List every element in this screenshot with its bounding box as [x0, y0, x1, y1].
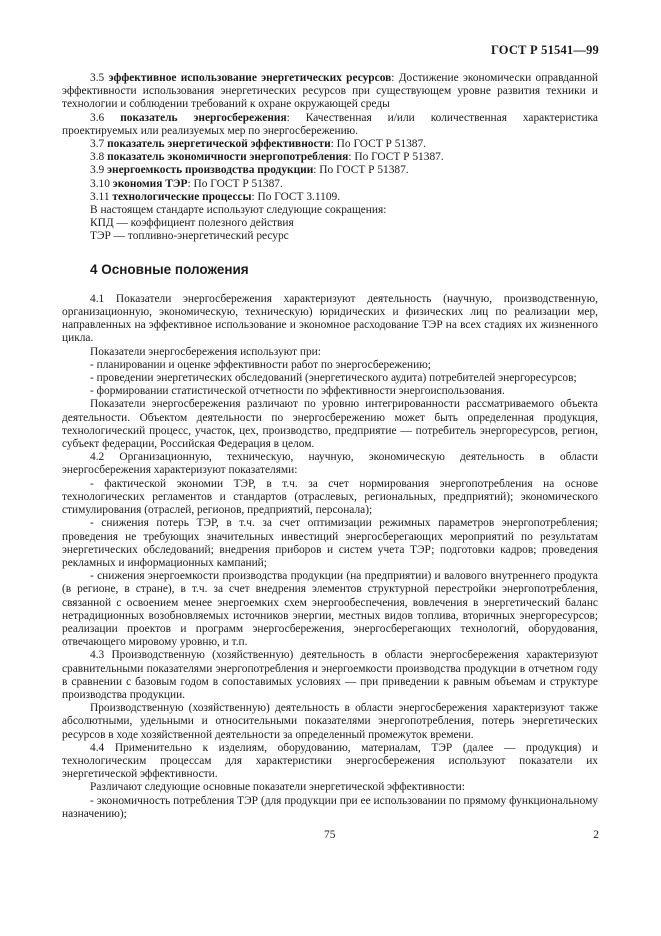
body-paragraph: - планировании и оценке эффективности работ по энергосбережению; [90, 358, 431, 371]
body-paragraph: - снижения потерь ТЭР, в т.ч. за счет оптимизации режимных параметров энергопотребления; проведения не требующих значительных инвестиций энергосберегающих мероприятий по результатам энергетических обследований; внедрения приборов и систем учета ТЭР; подготовки кадров; проведения рекламных и информационных кампаний; [62, 517, 598, 569]
body-paragraph: Производственную (хозяйственную) деятельность в области энергосбережения характеризуют также абсолютными, удельными и относительными показателями энергопотребления, потерь энергетических ресурсов в ходе хозяйственной деятельности за определенный промежуток времени. [62, 702, 598, 741]
section-paragraphs [62, 293, 598, 821]
term-definition: : Достижение экономически оправданной эффективности использования энергетических ресурсов при существующем уровне развития техники и технологии и соблюдении требований к охране окружающей среды [62, 72, 598, 111]
term-name: эффективное использование энергетических ресурсов [108, 72, 392, 84]
term-number: 3.8 [90, 151, 105, 164]
abbreviations-list [62, 217, 598, 243]
body-paragraph: - фактической экономии ТЭР, в т.ч. за счет нормирования энергопотребления на основе технологических регламентов и стандартов (отраслевых, региональных, предприятий); экономического стимулирования (отраслей, регионов, предприятий, персонала); [62, 477, 598, 517]
term-name: энергоемкость производства продукции [107, 164, 314, 177]
term-definition: : По ГОСТ Р 51387. [313, 164, 409, 177]
abbr-intro: В настоящем стандарте используют следующие сокращения: [90, 204, 387, 217]
term-number: 3.10 [90, 177, 110, 190]
term-entry [62, 164, 598, 177]
term-definition: : По ГОСТ Р 51387. [187, 177, 283, 190]
abbreviation-entry: КПД — коэффициент полезного действия [90, 217, 294, 230]
body-paragraph: - проведении энергетических обследований (энергетического аудита) потребителей энергоресурсов; [90, 372, 577, 385]
body-paragraph: 4.1 Показатели энергосбережения характеризуют деятельность (научную, производственную, организационную, экономическую, техническую) юридических и физических лиц по реализации мер, направленных на эффективное использование и экономное расходование ТЭР на всех стадиях их жизненного цикла. [62, 292, 598, 345]
term-number: 3.9 [90, 164, 105, 177]
term-entry [62, 191, 598, 204]
body-paragraph: 4.4 Применительно к изделиям, оборудованию, материалам, ТЭР (далее — продукция) и технологическим процессам для характеристики энергосбережения используют показатели их энергетической эффективности. [62, 741, 598, 781]
term-entry [62, 138, 598, 151]
term-name: показатель энергосбережения [120, 111, 287, 124]
page-number-center: 75 [324, 829, 336, 841]
term-entry [62, 112, 598, 138]
term-number: 3.7 [90, 138, 105, 151]
term-definition: : По ГОСТ Р 51387. [330, 138, 427, 151]
document-body [62, 72, 598, 821]
term-name: показатель экономичности энергопотребления [107, 151, 349, 164]
terms-list [62, 72, 598, 204]
term-entry [62, 178, 598, 191]
body-paragraph: Показатели энергосбережения используют при: [90, 345, 321, 358]
term-definition: : Качественная и/или количественная характеристика проектируемых или реализуемых мер по энергосбережению. [62, 111, 598, 137]
term-number: 3.5 [90, 72, 105, 84]
section-title: 4 Основные положения [90, 261, 249, 277]
term-entry [62, 151, 598, 164]
term-definition: : По ГОСТ 3.1109. [251, 190, 341, 203]
term-number: 3.11 [90, 190, 110, 203]
page-number-right: 2 [593, 829, 599, 841]
term-name: показатель энергетической эффективности [107, 138, 331, 151]
abbreviation-entry: ТЭР — топливно-энергетический ресурс [90, 230, 289, 243]
term-entry [62, 72, 598, 112]
body-paragraph: 4.3 Производственную (хозяйственную) деятельность в области энергосбережения характеризуют сравнительными показателями энергопотребления и энергоемкости производства продукции в отчетном году в сравнении с базовым годом в сопоставимых условиях — при приведении к равным объемам и структуре производства продукции. [62, 649, 598, 701]
term-name: технологические процессы [112, 190, 252, 203]
term-definition: : По ГОСТ Р 51387. [348, 151, 444, 164]
body-paragraph: Показатели энергосбережения различают по уровню интегрированности рассматриваемого объекта деятельности. Объектом деятельности по энергосбережению может быть определенная продукция, технологический процесс, участок, цех, производство, предприятие — потребитель энергоресурсов, регион, субъект федерации, Российская Федерация в целом. [62, 398, 598, 451]
standard-header: ГОСТ Р 51541—99 [490, 43, 599, 57]
term-name: экономия ТЭР [112, 177, 188, 190]
term-number: 3.6 [90, 111, 105, 124]
body-paragraph: - экономичность потребления ТЭР (для продукции при ее использовании по прямому функциональному назначению); [62, 794, 598, 820]
body-paragraph: - формировании статистической отчетности по эффективности энергоиспользования. [90, 385, 505, 398]
body-paragraph: - снижения энергоемкости производства продукции (на предприятии) и валового внутреннего продукта (в регионе, в стране), в т.ч. за счет внедрения элементов структурной перестройки энергопотребления, связанной с освоением менее энергоемких схем энергообеспечения, вовлечения в энергетический баланс нетрадиционных возобновляемых источников энергии, местных видов топлива, вторичных энергоресурсов; реализации проектов и программ энергосбережения, энергосберегающих технологий, оборудования, отвечающего мировому уровню, и т.п. [62, 570, 598, 649]
body-paragraph: 4.2 Организационную, техническую, научную, экономическую деятельность в области энергосбережения характеризуют показателями: [62, 451, 598, 477]
body-paragraph: Различают следующие основные показатели энергетической эффективности: [90, 781, 465, 794]
